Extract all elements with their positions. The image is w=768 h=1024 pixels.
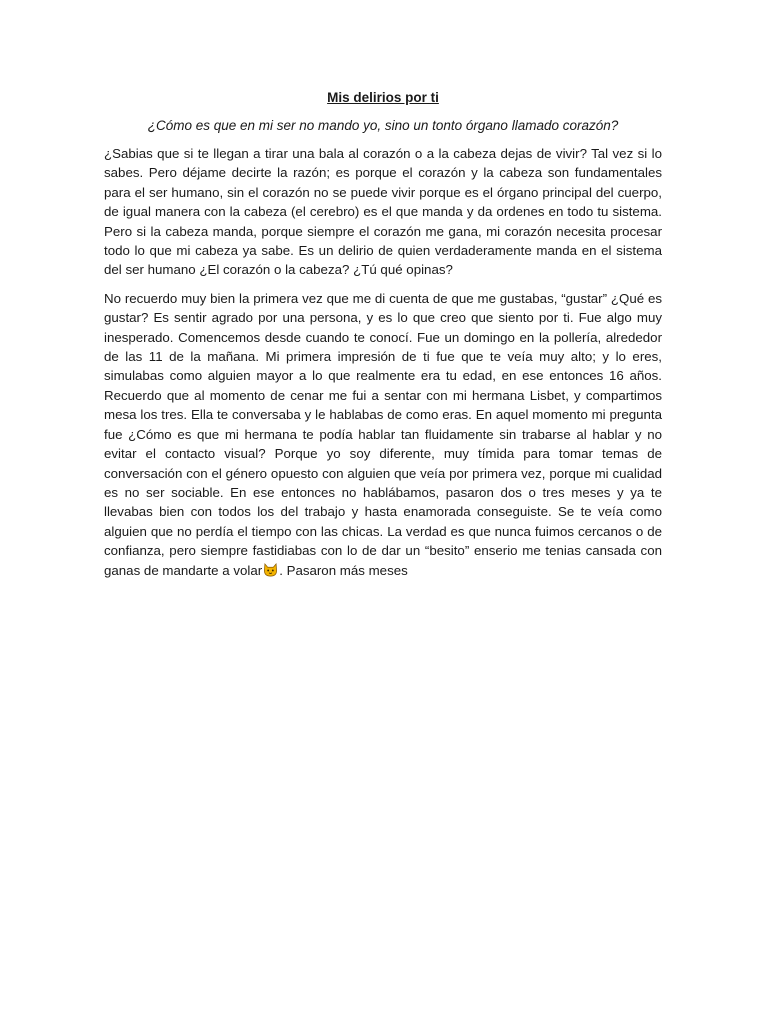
document-title: Mis delirios por ti (327, 90, 439, 105)
paragraph-2-tail: . Pasaron más meses (279, 562, 408, 578)
paragraph-2 (104, 289, 662, 580)
document-subtitle: ¿Cómo es que en mi ser no mando yo, sino un tonto órgano llamado corazón? (147, 118, 619, 133)
document-page (104, 88, 662, 589)
paragraph-1-text: ¿Sabias que si te llegan a tirar una bala al corazón o a la cabeza dejas de vivir? Tal vez si lo sabes. Pero déjame decirte la razón; es porque el corazón y la cabeza son fundamentales para el ser humano, sin el corazón no se puede vivir porque es el órgano principal del cuerpo, de igual manera con la cabeza (el cerebro) es el que manda y da ordenes en todo tu sistema. Pero si la cabeza manda, porque siempre el corazón me gana, mi corazón necesita procesar todo lo que mi cabeza ya sabe. Es un delirio de quien verdaderamente manda en el sistema del ser humano ¿El corazón o la cabeza? ¿Tú qué opinas? (104, 146, 662, 278)
paragraph-1 (104, 144, 662, 280)
paragraph-2-text: No recuerdo muy bien la primera vez que me di cuenta de que me gustabas, “gustar” ¿Qué es gustar? Es sentir agrado por una persona, y es lo que creo que siento por ti. Fue algo muy inesperado. Comencemos desde cuando te conocí. Fue un domingo en la pollería, alrededor de las 11 de la mañana. Mi primera impresión de ti fue que te veía muy alto; y lo eres, simulabas como alguien mayor a lo que realmente era tu edad, en ese entonces 16 años. Recuerdo que al momento de cenar me fui a sentar con mi hermana Lisbet, y compartimos mesa los tres. Ella te conversaba y le hablabas de como eras. En aquel momento mi pregunta fue ¿Cómo es que mi hermana te podía hablar tan fluidamente sin trabarse al hablar y no evitar el contacto visual? Porque yo soy diferente, muy tímida para tomar temas de conversación con el género opuesto con alguien que veía por primera vez, porque mi cualidad es no ser sociable. En ese entonces no hablábamos, pasaron dos o tres meses y ya te llevabas bien con todos los del trabajo y hasta enamorada conseguiste. Se te veía como alguien que no perdía el tiempo con las chicas. La verdad es que nunca fuimos cercanos o de confianza, pero siempre fastidiabas con lo de dar un “besito” enserio me tenias cansada con ganas de mandarte a volar (104, 290, 662, 578)
cat-face-icon (263, 563, 278, 577)
